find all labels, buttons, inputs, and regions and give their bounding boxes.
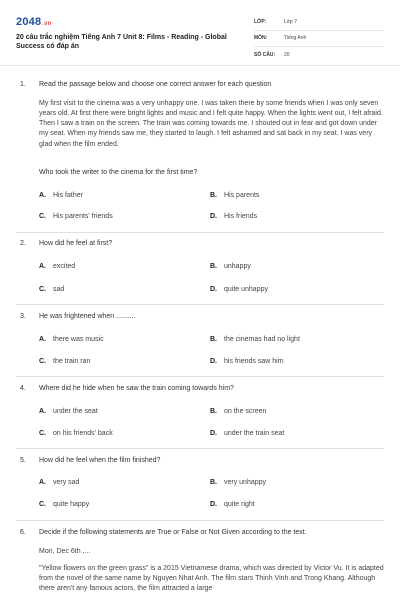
question-prompt: Where did he hide when he saw the train coming towards him? <box>39 385 234 392</box>
question-number: 6. <box>20 529 26 536</box>
option-letter: C. <box>39 286 46 293</box>
question-prompt: How did he feel at first? <box>39 240 113 247</box>
option-letter: C. <box>39 501 46 508</box>
meta-row-class <box>254 15 384 31</box>
meta-row-count <box>254 47 384 63</box>
question-number: 3. <box>20 313 26 320</box>
question-prompt: Read the passage below and choose one correct answer for each question <box>39 81 272 88</box>
option-letter: A. <box>39 336 46 343</box>
option-letter: A. <box>39 408 46 415</box>
divider <box>16 232 384 233</box>
option-text: His father <box>53 192 83 199</box>
option-b[interactable] <box>210 263 251 272</box>
question-prompt: How did he feel when the film finished? <box>39 457 161 464</box>
option-c[interactable] <box>39 286 64 295</box>
option-letter: B. <box>210 479 217 486</box>
divider <box>16 448 384 449</box>
question-number: 1. <box>20 81 26 88</box>
option-d[interactable] <box>210 501 255 510</box>
option-letter: D. <box>210 430 217 437</box>
option-text: on his friends' back <box>53 430 113 437</box>
option-a[interactable] <box>39 336 104 345</box>
option-b[interactable] <box>210 408 266 417</box>
option-c[interactable] <box>39 430 113 439</box>
option-text: His friends <box>224 213 258 220</box>
option-b[interactable] <box>210 479 266 488</box>
option-text: under the train seat <box>224 430 285 437</box>
question-prompt: Decide if the following statements are True or False or Not Given according to the text. <box>39 529 307 536</box>
logo-suffix: .vn <box>42 21 52 27</box>
option-d[interactable] <box>210 213 257 222</box>
divider <box>16 520 384 521</box>
option-letter: C. <box>39 430 46 437</box>
option-a[interactable] <box>39 408 98 417</box>
option-letter: C. <box>39 358 46 365</box>
option-b[interactable] <box>210 192 259 201</box>
option-text: his friends saw him <box>224 358 284 365</box>
option-letter: A. <box>39 263 46 270</box>
option-d[interactable] <box>210 358 284 367</box>
sub-question: Who took the writer to the cinema for the first time? <box>39 169 198 176</box>
option-text: unhappy <box>224 263 251 270</box>
question-number: 4. <box>20 385 26 392</box>
option-text: there was music <box>53 336 104 343</box>
option-letter: B. <box>210 408 217 415</box>
option-a[interactable] <box>39 192 83 201</box>
site-logo[interactable] <box>16 16 52 30</box>
option-letter: D. <box>210 501 217 508</box>
option-text: very sad <box>53 479 80 486</box>
option-letter: B. <box>210 192 217 199</box>
option-letter: B. <box>210 336 217 343</box>
page-header <box>0 0 400 66</box>
option-d[interactable] <box>210 430 284 439</box>
option-text: His parents <box>224 192 260 199</box>
option-b[interactable] <box>210 336 300 345</box>
meta-label: SỐ CÂU: <box>254 51 276 58</box>
logo-text: 2048 <box>16 16 42 28</box>
divider <box>16 304 384 305</box>
option-letter: D. <box>210 213 217 220</box>
option-text: sad <box>53 286 65 293</box>
option-text: the cinemas had no light <box>224 336 300 343</box>
meta-row-subject <box>254 31 384 47</box>
option-text: His parents' friends <box>53 213 113 220</box>
meta-value: Tiếng Anh <box>284 35 307 42</box>
document-title: 20 câu trắc nghiệm Tiếng Anh 7 Unit 8: Films - Reading - Global Success có đáp án <box>16 34 227 50</box>
reading-passage: My first visit to the cinema was a very unhappy one. I was taken there by some friends when I was only seven years old. At first there were bright lights and music and I felt quite happy. When the lights went out, I felt afraid. Then I saw a train on the screen. The train was coming towards me. I shouted out in fear and got down under my seat. When my friends saw me, they started to laugh. I felt ashamed and sat back in my seat. I was very glad when the film ended. <box>39 100 383 148</box>
option-text: quite right <box>224 501 255 508</box>
option-text: very unhappy <box>224 479 267 486</box>
option-text: the train ran <box>53 358 91 365</box>
question-number: 5. <box>20 457 26 464</box>
reading-passage: "Yellow flowers on the green grass" is a 2015 Vietnamese drama, which was directed by Victor Vu. It is adapted from the novel of the same name by Nguyen Nhat Anh. The film stars Thinh Vinh and Trong Khang. Although there aren't any famous actors, the film attracted a large <box>39 565 384 593</box>
quiz-content <box>0 66 400 600</box>
option-c[interactable] <box>39 501 89 510</box>
option-letter: A. <box>39 192 46 199</box>
document-meta <box>254 15 384 63</box>
option-a[interactable] <box>39 479 79 488</box>
option-a[interactable] <box>39 263 75 272</box>
option-text: quite unhappy <box>224 286 268 293</box>
option-letter: D. <box>210 286 217 293</box>
passage-date: Mon, Dec 6th ,... <box>39 548 91 555</box>
meta-value: Lớp 7 <box>284 19 298 26</box>
question-prompt: He was frightened when .......... <box>39 313 136 320</box>
option-text: excited <box>53 263 76 270</box>
meta-label: MÔN: <box>254 35 268 42</box>
option-c[interactable] <box>39 358 90 367</box>
option-d[interactable] <box>210 286 268 295</box>
meta-label: LỚP: <box>254 19 267 26</box>
option-letter: B. <box>210 263 217 270</box>
option-text: on the screen <box>224 408 267 415</box>
option-letter: C. <box>39 213 46 220</box>
option-letter: A. <box>39 479 46 486</box>
meta-value: 20 <box>284 51 290 58</box>
option-letter: D. <box>210 358 217 365</box>
option-c[interactable] <box>39 213 113 222</box>
option-text: quite happy <box>53 501 90 508</box>
question-number: 2. <box>20 240 26 247</box>
divider <box>16 376 384 377</box>
option-text: under the seat <box>53 408 98 415</box>
